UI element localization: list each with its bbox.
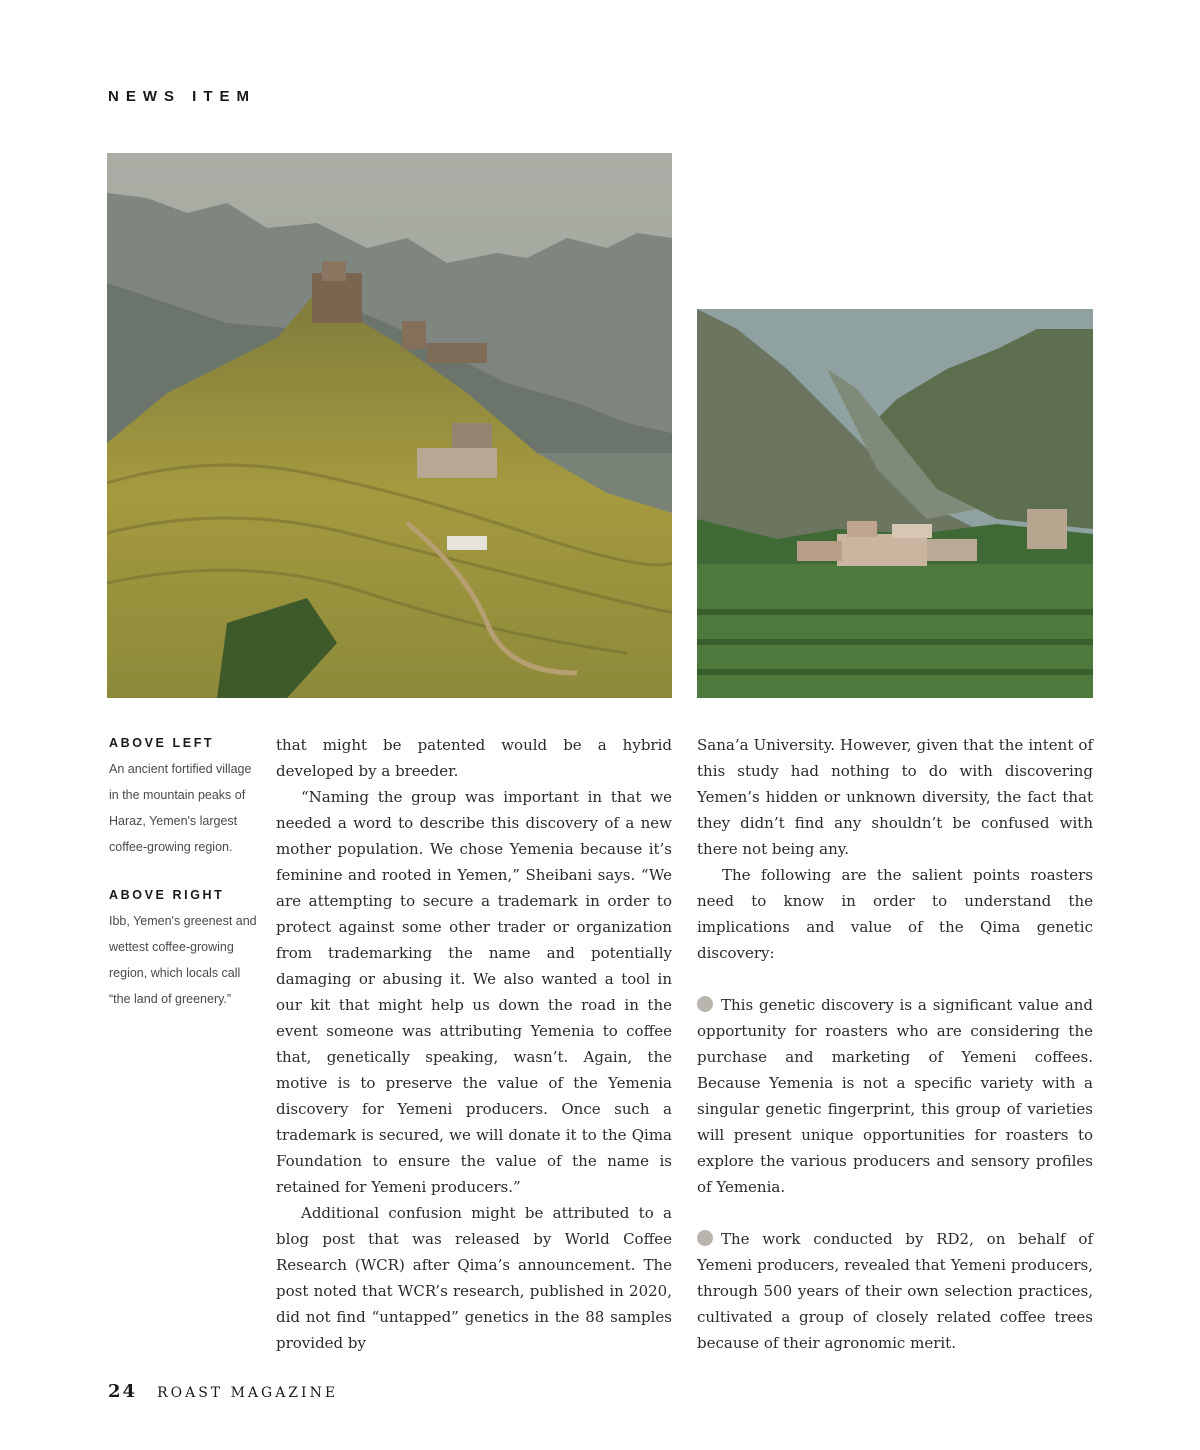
article-column-right [697, 732, 1093, 1356]
page-number: 24 [108, 1381, 138, 1402]
photo-ibb-valley [697, 309, 1093, 698]
photo-haraz-village [107, 153, 672, 698]
bullet-dot-icon [697, 996, 713, 1012]
bullet-text: This genetic discovery is a significant value and opportunity for roasters who are considering the purchase and marketing of Yemeni coffees. Because Yemenia is not a specific variety with a singular genetic fingerprint, this group of varieties will present unique opportunities for roasters to explore the various producers and sensory profiles of Yemenia. [697, 996, 1093, 1196]
paragraph: The following are the salient points roasters need to know in order to understand the implications and value of the Qima genetic discovery: [697, 866, 1093, 962]
paragraph: Sana’a University. However, given that the intent of this study had nothing to do with discovering Yemen’s hidden or unknown diversity, the fact that they didn’t find any shouldn’t be confused with there not being any. [697, 736, 1093, 858]
paragraph: “Naming the group was important in that we needed a word to describe this discovery of a new mother population. We chose Yemenia because it’s feminine and rooted in Yemen,” Sheibani says. “We are attempting to secure a trademark in order to protect against some other trader or organization from trademarking the name and potentially damaging or abusing it. We also wanted a tool in our kit that might help us down the road in the event someone was attributing Yemenia to coffee that, genetically speaking, wasn’t. Again, the motive is to preserve the value of the Yemenia discovery for Yemeni producers. Once such a trademark is secured, we will donate it to the Qima Foundation to ensure the value of the name is retained for Yemeni producers.” [276, 788, 672, 1196]
section-label: NEWS ITEM [108, 88, 256, 105]
caption-right-text: Ibb, Yemen's greenest and wettest coffee-growing region, which locals call “the land of greenery.” [109, 914, 257, 1006]
bullet-point [697, 1226, 1093, 1356]
bullet-text: The work conducted by RD2, on behalf of Yemeni producers, revealed that Yemeni producers, through 500 years of their own selection practices, cultivated a group of closely related coffee trees because of their agronomic merit. [697, 1230, 1093, 1352]
caption-left-text: An ancient fortified village in the mountain peaks of Haraz, Yemen's largest coffee-growing region. [109, 762, 252, 854]
article-column-middle [276, 732, 672, 1356]
paragraph: Additional confusion might be attributed to a blog post that was released by World Coffee Research (WCR) after Qima’s announcement. The post noted that WCR’s research, published in 2020, did not find “untapped” genetics in the 88 samples provided by [276, 1204, 672, 1352]
magazine-name: ROAST MAGAZINE [157, 1385, 339, 1401]
bullet-point [697, 992, 1093, 1200]
page-footer [108, 1381, 338, 1402]
paragraph: that might be patented would be a hybrid developed by a breeder. [276, 736, 672, 780]
photo-captions [109, 736, 259, 1040]
caption-right-heading: ABOVE RIGHT [109, 888, 225, 902]
bullet-dot-icon [697, 1230, 713, 1246]
caption-left-heading: ABOVE LEFT [109, 736, 215, 750]
